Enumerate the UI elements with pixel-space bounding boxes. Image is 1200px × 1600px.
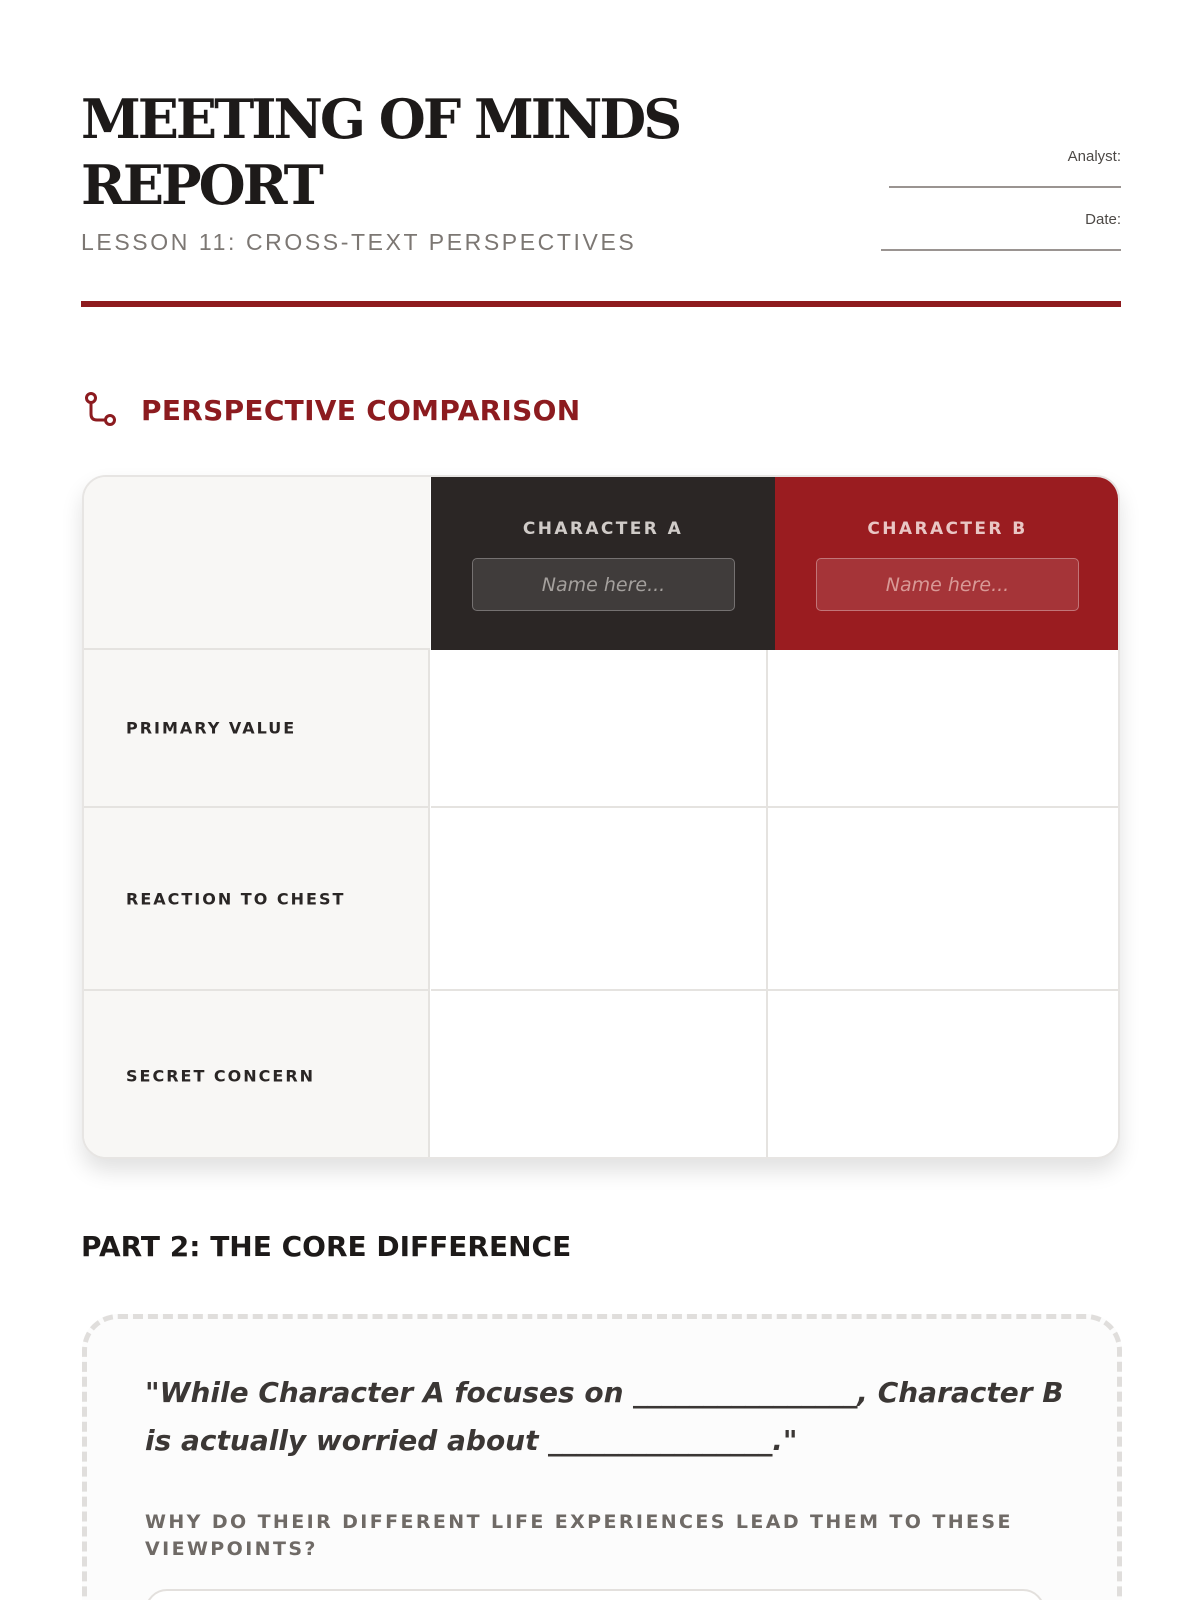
row-label: SECRET CONCERN [126,1066,316,1086]
page-title: MEETING OF MINDS REPORT [81,87,680,217]
sentence-frame: "While Character A focuses on ________________, Character B is actually worried about ________________." [145,1376,1064,1457]
column-label: CHARACTER B [867,519,1028,539]
character-b-reaction-cell[interactable] [768,808,1120,991]
character-a-reaction-cell[interactable] [431,808,768,991]
row-label: REACTION TO CHEST [126,889,346,908]
page-subtitle: LESSON 11: CROSS-TEXT PERSPECTIVES [81,229,637,255]
row-label-cell [84,808,430,991]
section-heading [81,390,580,430]
branch-icon [81,390,121,430]
row-label: PRIMARY VALUE [126,718,297,738]
part2-title: PART 2: THE CORE DIFFERENCE [81,1230,572,1263]
comparison-table [82,475,1120,1159]
report-header [81,86,1121,308]
analyst-field[interactable] [889,186,1121,188]
character-b-secret-concern-cell[interactable] [768,991,1120,1159]
column-header-character-a [431,477,775,650]
core-difference-prompt [82,1314,1122,1600]
column-header-character-b [775,477,1120,650]
analyst-label: Analyst: [1067,148,1121,165]
character-a-name-input[interactable] [472,558,735,611]
section-title: PERSPECTIVE COMPARISON [141,393,581,427]
character-a-secret-concern-cell[interactable] [431,991,768,1159]
character-b-primary-value-cell[interactable] [768,650,1120,808]
row-label-cell [84,650,430,808]
character-a-primary-value-cell[interactable] [431,650,768,808]
date-field[interactable] [881,249,1121,251]
date-label: Date: [1085,211,1121,228]
reflection-question: WHY DO THEIR DIFFERENT LIFE EXPERIENCES LEAD THEM TO THESE VIEWPOINTS? [145,1511,1013,1560]
table-corner-cell [84,477,430,650]
header-divider [81,301,1121,307]
answer-area[interactable] [145,1589,1045,1600]
character-b-name-input[interactable] [816,558,1079,611]
column-label: CHARACTER A [522,519,684,539]
row-label-cell [84,991,430,1159]
